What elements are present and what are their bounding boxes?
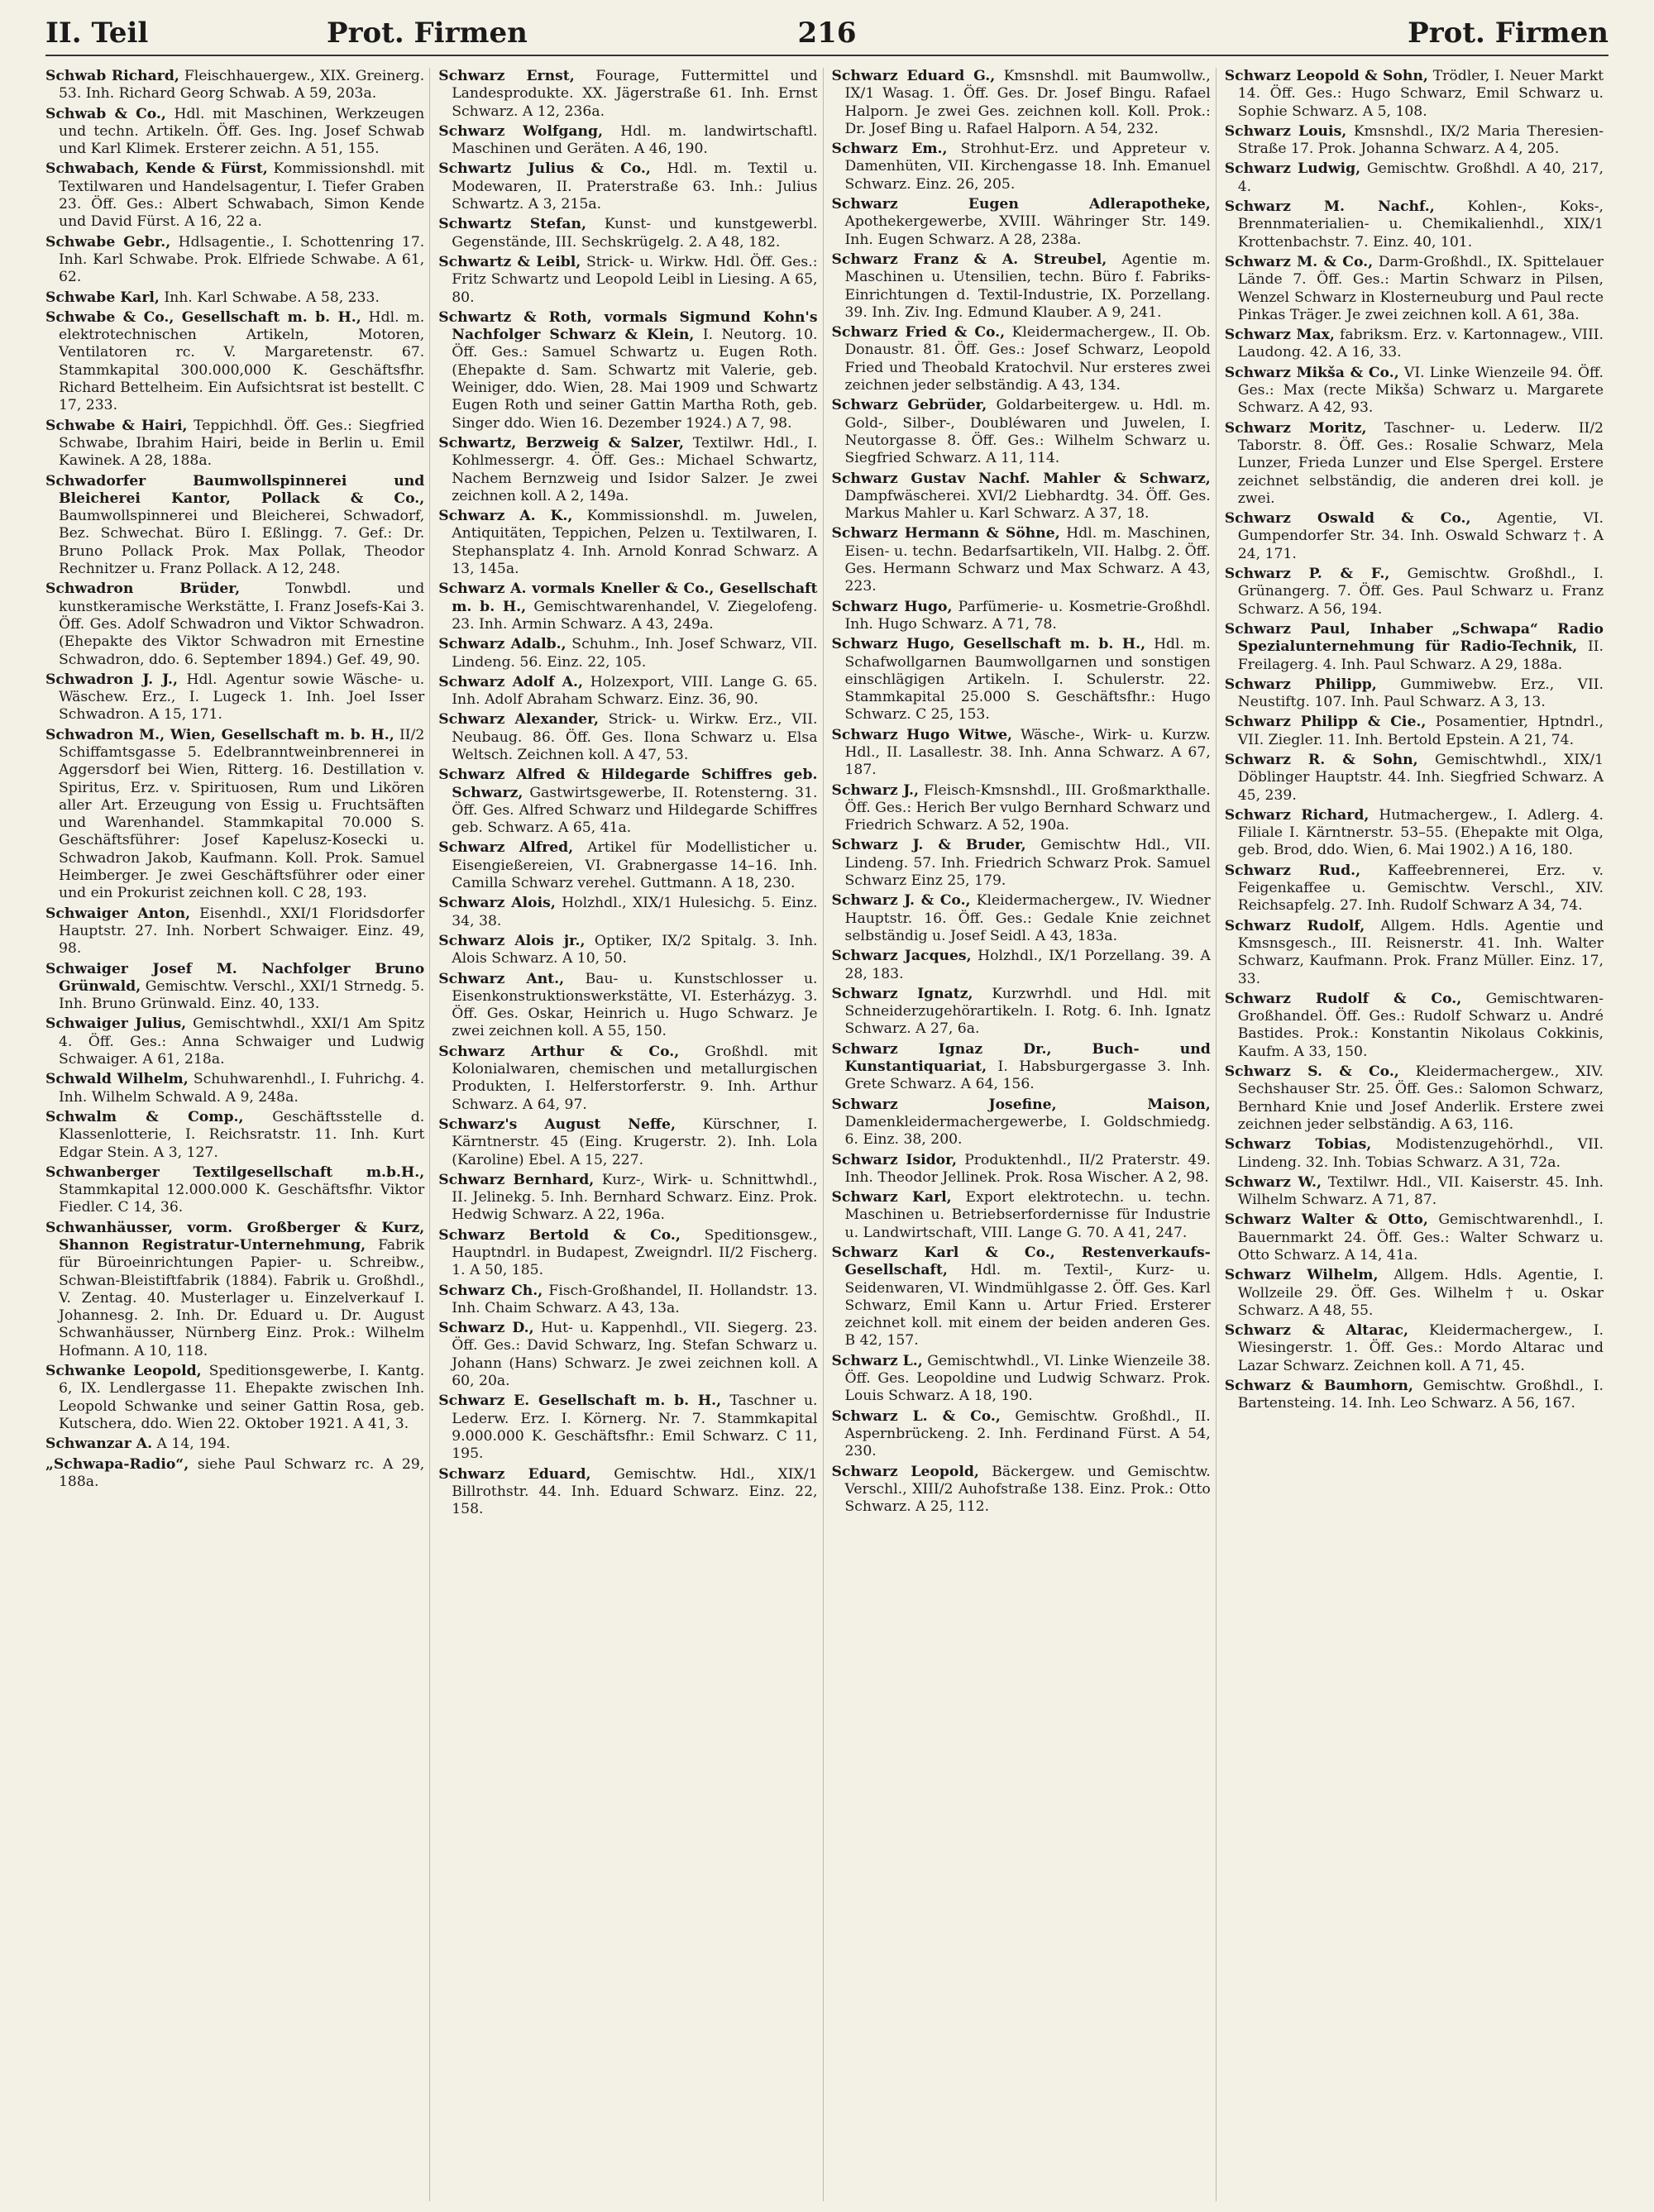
firm-name: Schwarz D.,	[438, 1320, 534, 1337]
firm-details: Export elektrotechn. u. techn. Maschinen u. Betriebserfordernisse für Industrie u. Landwirtschaft, VIII. Lange G. 70. A 41, 247.	[844, 1189, 1211, 1241]
firm-name: Schwarz R. & Sohn,	[1224, 751, 1418, 768]
firm-details: Taschner- u. Lederw. II/2 Taborstr. 8. Öff. Ges.: Rosalie Schwarz, Mela Lunzer, Frieda Lunzer und Else Spergel. Erstere zeichnet selbständig, die anderen drei koll. je zwei.	[1237, 419, 1604, 507]
firm-details: II. Freilagerg. 4. Inh. Paul Schwarz. A 29, 188a.	[1237, 638, 1604, 673]
firm-details: Trödler, I. Neuer Markt 14. Öff. Ges.: Hugo Schwarz, Emil Schwarz u. Sophie Schwarz. A 5, 108.	[1237, 68, 1604, 120]
firm-name: Schwartz Julius & Co.,	[438, 160, 651, 178]
firm-details: Hdl. m. Maschinen, Eisen- u. techn. Bedarfsartikeln, VII. Halbg. 2. Öff. Ges. Hermann Schwarz und Max Schwarz. A 43, 223.	[844, 525, 1211, 595]
directory-entry	[438, 674, 817, 709]
firm-details: A 14, 194.	[156, 1436, 231, 1453]
firm-details: Großhdl. mit Kolonialwaren, chemischen und metallurgischen Produkten, I. Helferstorferstr. 9. Inh. Arthur Schwarz. A 64, 97.	[452, 1043, 818, 1113]
firm-details: Parfümerie- u. Kosmetrie-Großhdl. Inh. Hugo Schwarz. A 71, 78.	[844, 598, 1211, 633]
firm-name: Schwarz Philipp,	[1224, 676, 1377, 693]
firm-details: Hdl. mit Maschinen, Werkzeugen und techn. Artikeln. Öff. Ges. Ing. Josef Schwab und Karl Klimek. Ersterer zeichn. A 51, 155.	[59, 105, 425, 158]
directory-entry	[438, 123, 817, 159]
directory-entry	[438, 767, 817, 837]
firm-name: Schwarz Louis,	[1224, 122, 1347, 140]
firm-details: siehe Paul Schwarz rc. A 29, 188a.	[59, 1455, 425, 1490]
firm-name: Schwarz Ignatz,	[831, 985, 973, 1002]
firm-name: Schwadron J. J.,	[45, 671, 178, 688]
firm-details: Strick- u. Wirkw. Hdl. Öff. Ges.: Fritz Schwartz und Leopold Leibl in Liesing. A 65, 80.	[452, 253, 818, 306]
firm-details: Schuhm., Inh. Josef Schwarz, VII. Lindeng. 56. Einz. 22, 105.	[452, 636, 818, 671]
firm-name: Schwartz & Leibl,	[438, 253, 581, 270]
firm-details: Agentie m. Maschinen u. Utensilien, techn. Büro f. Fabriks-Einrichtungen d. Textil-Industrie, IX. Porzellang. 39. Inh. Ziv. Ing. Edmund Klauber. A 9, 241.	[844, 251, 1211, 321]
directory-entry	[438, 1116, 817, 1169]
firm-details: Holzhdl., IX/1 Porzellang. 39. A 28, 183.	[844, 948, 1211, 982]
directory-entry	[45, 1436, 424, 1453]
column-4	[1225, 68, 1609, 2201]
firm-details: I. Habsburgergasse 3. Inh. Grete Schwarz. A 64, 156.	[844, 1058, 1211, 1093]
directory-entry	[1225, 365, 1604, 418]
firm-details: Bäckergew. und Gemischtw. Verschl., XIII/2 Auhofstraße 138. Einz. Prok.: Otto Schwarz. A 25, 112.	[844, 1463, 1211, 1516]
firm-details: Kommissionshdl. mit Textilwaren und Handelsagentur, I. Tiefer Graben 23. Öff. Ges.: Albert Schwabach, Simon Kende und David Fürst. A 16, 22 a.	[59, 160, 425, 231]
firm-name: Schwaiger Josef M. Nachfolger Bruno Grünwald,	[45, 960, 425, 995]
directory-entry	[45, 160, 424, 231]
firm-details: VI. Linke Wienzeile 94. Öff. Ges.: Max (recte Mikša) Schwarz u. Margarete Schwarz. A 42, 93.	[1237, 364, 1604, 417]
firm-name: Schwarz Josefine, Maison,	[831, 1096, 1211, 1113]
directory-entry	[438, 1227, 817, 1280]
firm-name: Schwarz's August Neffe,	[438, 1116, 676, 1133]
running-title-left: Prot. Firmen	[327, 17, 528, 50]
directory-entry	[1225, 1063, 1604, 1134]
directory-entry	[1225, 991, 1604, 1061]
firm-details: Gemischtw. Großhdl., I. Bartensteing. 14. Inh. Leo Schwarz. A 56, 167.	[1237, 1378, 1604, 1412]
firm-name: Schwarz Isidor,	[831, 1151, 957, 1168]
firm-name: Schwarz Arthur & Co.,	[438, 1043, 680, 1060]
firm-name: Schwarz Alfred & Hildegarde Schiffres geb. Schwarz,	[438, 767, 818, 801]
firm-details: Kohlen-, Koks-, Brennmaterialien- u. Chemikalienhdl., XIX/1 Krottenbachstr. 7. Einz. 40, 101.	[1237, 198, 1604, 251]
firm-name: Schwarz Alfred,	[438, 839, 574, 857]
firm-name: Schwabe & Co., Gesellschaft m. b. H.,	[45, 308, 361, 326]
firm-name: Schwarz Adolf A.,	[438, 673, 583, 690]
directory-entry	[45, 309, 424, 415]
firm-name: Schwadron Brüder,	[45, 580, 241, 598]
firm-details: Kaffeebrennerei, Erz. v. Feigenkaffee u. Gemischtw. Verschl., XIV. Reichsapfelg. 27. Inh. Rudolf Schwarz A 34, 74.	[1237, 862, 1604, 915]
directory-entry	[832, 837, 1211, 890]
firm-details: Kleidermachergew., II. Ob. Donaustr. 81. Öff. Ges.: Josef Schwarz, Leopold Fried und Theobald Kratochvil. Nur ersteres zwei zeichnen jeder selbständig. A 43, 134.	[844, 324, 1211, 394]
firm-details: Taschner u. Lederw. Erz. I. Körnerg. Nr. 7. Stammkapital 9.000.000 K. Geschäftsfhr.: Emil Schwarz. C 11, 195.	[452, 1393, 818, 1463]
firm-name: Schwald Wilhelm,	[45, 1071, 189, 1088]
firm-details: Hdl. m. elektrotechnischen Artikeln, Motoren, Ventilatoren rc. V. Margaretenstr. 67. Stammkapital 300.000,000 K. Geschäftsfhr. Richard Bettelheim. Ein Aufsichtsrat ist bestellt. C 17, 233.	[59, 308, 425, 414]
firm-details: Holzhdl., XIX/1 Hulesichg. 5. Einz. 34, 38.	[452, 895, 818, 929]
directory-entry	[438, 1393, 817, 1463]
directory-entry	[438, 1044, 817, 1114]
firm-name: Schwarz Wolfgang,	[438, 122, 604, 140]
firm-name: Schwarz S. & Co.,	[1224, 1063, 1399, 1081]
directory-entry	[45, 961, 424, 1014]
firm-name: Schwarz Jacques,	[831, 948, 972, 965]
firm-details: Produktenhdl., II/2 Praterstr. 49. Inh. Theodor Jellinek. Prok. Rosa Wischer. A 2, 98.	[844, 1151, 1211, 1186]
firm-details: Damenkleidermachergewerbe, I. Goldschmiedg. 6. Einz. 38, 200.	[844, 1113, 1211, 1149]
firm-details: Gemischtw. Großhdl., I. Grünangerg. 7. Öff. Ges. Paul Schwarz u. Franz Schwarz. A 56, 194.	[1237, 566, 1604, 618]
firm-details: Posamentier, Hptndrl., VII. Ziegler. 11. Inh. Bertold Epstein. A 21, 74.	[1237, 714, 1604, 748]
firm-name: Schwarz Rud.,	[1224, 862, 1361, 879]
firm-name: Schwarz J.,	[831, 781, 920, 799]
column-2	[438, 68, 823, 2201]
directory-entry	[1225, 566, 1604, 619]
directory-entry	[832, 986, 1211, 1039]
firm-details: Holzexport, VIII. Lange G. 65. Inh. Adolf Abraham Schwarz. Einz. 36, 90.	[452, 673, 818, 709]
directory-entry	[45, 727, 424, 903]
firm-name: Schwarz Alois,	[438, 895, 556, 912]
firm-name: Schwarz Hugo Witwe,	[831, 726, 1013, 743]
directory-entry	[1225, 807, 1604, 860]
firm-name: Schwarz Tobias,	[1224, 1136, 1372, 1154]
firm-details: Dampfwäscherei. XVI/2 Liebhardtg. 34. Öff. Ges. Markus Mahler u. Karl Schwarz. A 37, 18.	[844, 487, 1211, 523]
firm-name: Schwarz Gebrüder,	[831, 397, 987, 414]
directory-entry	[832, 1408, 1211, 1461]
directory-entry	[1225, 862, 1604, 915]
firm-details: II/2 Schiffamtsgasse 5. Edelbranntweinbrennerei in Aggersdorf bei Wien, Ritterg. 16. Destillation v. Spiritus, Erz. v. Spirituosen, Rum und Likören aller Art. Erzeugung von Essig u. Fruchtsäften und Warenhandel. Stammkapital 70.000 S. Geschäftsführer: Josef Kapelusz-Kosecki u. Schwadron Jakob, Kaufmann. Koll. Prok. Samuel Heimberger. Je zwei Geschäftsführer oder einer und ein Prokurist zeichnen koll. C 28, 193.	[59, 726, 425, 902]
firm-details: Eisenhdl., XXI/1 Floridsdorfer Hauptstr. 27. Inh. Norbert Schwaiger. Einz. 49, 98.	[59, 905, 425, 958]
firm-name: Schwarz L. & Co.,	[831, 1407, 1001, 1425]
firm-details: Darm-Großhdl., IX. Spittelauer Lände 7. Öff. Ges.: Martin Schwarz in Pilsen, Wenzel Schwarz in Klosterneuburg und Paul recte Pinkas Träger. Je zwei zeichnen koll. A 61, 38a.	[1237, 253, 1604, 323]
firm-details: Stammkapital 12.000.000 K. Geschäftsfhr. Viktor Fiedler. C 14, 36.	[59, 1182, 425, 1216]
firm-details: Inh. Karl Schwabe. A 58, 233.	[164, 289, 380, 306]
directory-entry	[1225, 1267, 1604, 1320]
directory-entry	[832, 1353, 1211, 1406]
directory-entry	[438, 580, 817, 633]
firm-name: Schwarz Ernst,	[438, 68, 575, 84]
firm-name: Schwarz L.,	[831, 1352, 923, 1369]
directory-entry	[45, 1071, 424, 1106]
firm-details: Tonwbdl. und kunstkeramische Werkstätte, I. Franz Josefs-Kai 3. Öff. Ges. Adolf Schwadron und Viktor Schwadron. (Ehepakte des Viktor Schwadron mit Ernestine Schwadron, ddo. 6. September 1894.) Gef. 49, 90.	[59, 580, 425, 668]
directory-entry	[45, 1456, 424, 1492]
directory-entry	[438, 435, 817, 505]
directory-entry	[438, 895, 817, 930]
firm-details: Gemischtw. Großhdl., II. Aspernbrückeng. 2. Inh. Ferdinand Fürst. A 54, 230.	[844, 1407, 1211, 1460]
firm-details: Gemischtwhdl., XIX/1 Döblinger Hauptstr. 44. Inh. Siegfried Schwarz. A 45, 239.	[1237, 751, 1604, 804]
directory-entry	[832, 471, 1211, 523]
directory-entry	[832, 324, 1211, 394]
firm-name: Schwarz Ludwig,	[1224, 160, 1361, 178]
column-1	[45, 68, 430, 2201]
firm-name: Schwarz Karl,	[831, 1189, 952, 1206]
firm-name: Schwarz Eduard,	[438, 1465, 591, 1483]
firm-name: Schwarz Adalb.,	[438, 636, 566, 653]
firm-name: Schwarz J. & Co.,	[831, 892, 971, 910]
firm-details: Kurz-, Wirk- u. Schnittwhdl., II. Jelinekg. 5. Inh. Bernhard Schwarz. Einz. Prok. Hedwig Schwarz. A 22, 196a.	[452, 1171, 818, 1224]
firm-details: Kurzwrhdl. und Hdl. mit Schneiderzugehörartikeln. I. Rotg. 6. Inh. Ignatz Schwarz. A 27, 6a.	[844, 985, 1211, 1038]
firm-details: Hdl. m. landwirtschaftl. Maschinen und Geräten. A 46, 190.	[452, 122, 818, 158]
firm-details: Textilwr. Hdl., I. Kohlmessergr. 4. Öff. Ges.: Michael Schwartz, Nachem Bernzweig und Isidor Salzer. Je zwei zeichnen koll. A 2, 149a.	[452, 434, 818, 504]
firm-details: Gemischtwhdl., VI. Linke Wienzeile 38. Öff. Ges. Leopoldine und Ludwig Schwarz. Prok. Louis Schwarz. A 18, 190.	[844, 1352, 1211, 1405]
firm-details: Fisch-Großhandel, II. Hollandstr. 13. Inh. Chaim Schwarz. A 43, 13a.	[452, 1282, 818, 1316]
directory-entry	[438, 68, 817, 121]
firm-name: Schwarz Rudolf & Co.,	[1224, 990, 1462, 1007]
firm-details: Wäsche-, Wirk- u. Kurzw. Hdl., II. Lasallestr. 38. Inh. Anna Schwarz. A 67, 187.	[844, 726, 1211, 779]
directory-entry	[438, 1283, 817, 1318]
directory-entry	[45, 289, 424, 307]
directory-entry	[45, 418, 424, 471]
firm-details: Speditionsgew., Hauptndrl. in Budapest, Zweigndrl. II/2 Fischerg. 1. A 50, 185.	[452, 1226, 818, 1279]
directory-entry	[832, 397, 1211, 467]
firm-name: Schwab Richard,	[45, 68, 179, 84]
directory-entry	[832, 68, 1211, 138]
firm-details: Gemischtwarenhandel, V. Ziegelofeng. 23. Inh. Armin Schwarz. A 43, 249a.	[452, 598, 818, 633]
firm-name: Schwarz & Altarac,	[1224, 1322, 1408, 1340]
firm-name: Schwarz Karl & Co., Restenverkaufs-Gesellschaft,	[831, 1245, 1211, 1279]
firm-details: Gemischtw Hdl., VII. Lindeng. 57. Inh. Friedrich Schwarz Prok. Samuel Schwarz Einz 25, 179.	[844, 837, 1211, 890]
firm-details: Apothekergewerbe, XVIII. Währinger Str. 149. Inh. Eugen Schwarz. A 28, 238a.	[844, 213, 1211, 248]
directory-entry	[832, 1189, 1211, 1242]
firm-name: Schwarz Walter & Otto,	[1224, 1211, 1428, 1229]
entry-columns	[45, 68, 1609, 2201]
firm-name: Schwarz W.,	[1224, 1173, 1322, 1191]
directory-entry	[832, 948, 1211, 983]
firm-details: Gemischtw. Verschl., XXI/1 Strnedg. 5. Inh. Bruno Grünwald. Einz. 40, 133.	[59, 977, 425, 1013]
firm-details: Optiker, IX/2 Spitalg. 3. Inh. Alois Schwarz. A 10, 50.	[452, 932, 818, 967]
directory-entry	[45, 905, 424, 958]
firm-name: Schwarz Hugo,	[831, 598, 953, 615]
firm-name: Schwarz Franz & A. Streubel,	[831, 251, 1107, 268]
firm-name: Schwartz Stefan,	[438, 216, 587, 233]
firm-name: Schwartz, Berzweig & Salzer,	[438, 434, 684, 451]
directory-entry	[832, 727, 1211, 780]
firm-name: Schwabe Gebr.,	[45, 233, 171, 251]
firm-details: Kmsnshdl., IX/2 Maria Theresien-Straße 17. Prok. Johanna Schwarz. A 4, 205.	[1237, 122, 1604, 158]
firm-name: Schwadron M., Wien, Gesellschaft m. b. H.,	[45, 726, 394, 743]
directory-entry	[1225, 198, 1604, 251]
directory-entry	[832, 636, 1211, 724]
firm-details: Gemischtwaren-Großhandel. Öff. Ges.: Rudolf Schwarz u. André Bastides. Prok.: Konstantin Nikolaus Cokkinis, Kaufm. A 33, 150.	[1237, 990, 1604, 1060]
running-title-right: Prot. Firmen	[1408, 17, 1609, 50]
directory-entry	[438, 309, 817, 432]
directory-entry	[832, 1464, 1211, 1517]
directory-entry	[1225, 254, 1604, 324]
firm-name: Schwarz Fried & Co.,	[831, 324, 1006, 342]
page-header	[45, 12, 1609, 56]
directory-entry	[438, 933, 817, 968]
directory-entry	[45, 671, 424, 724]
firm-details: Goldarbeitergew. u. Hdl. m. Gold-, Silber-, Doubléwaren und Juwelen, I. Neutorgasse 8. Öff. Ges.: Wilhelm Schwarz u. Siegfried Schwarz. A 11, 114.	[844, 397, 1211, 467]
firm-details: Baumwollspinnerei und Bleicherei, Schwadorf, Bez. Schwechat. Büro I. Eßlingg. 7. Gef.: Dr. Bruno Pollack Prok. Max Pollak, Theodor Rechnitzer u. Franz Pollack. A 12, 248.	[59, 508, 425, 578]
firm-details: Teppichhdl. Öff. Ges.: Siegfried Schwabe, Ibrahim Hairi, beide in Berlin u. Emil Kawinek. A 28, 188a.	[59, 417, 425, 470]
directory-entry	[45, 234, 424, 287]
firm-details: Artikel für Modellisticher u. Eisengießereien, VI. Grabnergasse 14–16. Inh. Camilla Schwarz verehel. Guttmann. A 18, 230.	[452, 839, 818, 892]
firm-details: Modistenzugehörhdl., VII. Lindeng. 32. Inh. Tobias Schwarz. A 31, 72a.	[1237, 1136, 1604, 1171]
directory-entry	[438, 1172, 817, 1225]
page-number: 216	[797, 17, 857, 50]
firm-details: Kleidermachergew., I. Wiesingerstr. 1. Öff. Ges.: Mordo Altarac und Lazar Schwarz. Zeichnen koll. A 71, 45.	[1237, 1322, 1604, 1374]
part-label: II. Teil	[45, 17, 149, 50]
firm-details: Gemischtwarenhdl., I. Bauernmarkt 24. Öff. Ges.: Walter Schwarz u. Otto Schwarz. A 14, 41a.	[1237, 1211, 1604, 1264]
firm-details: Kleidermachergew., IV. Wiedner Hauptstr. 16. Öff. Ges.: Gedale Knie zeichnet selbständig u. Josef Seidl. A 43, 183a.	[844, 892, 1211, 944]
directory-entry	[1225, 918, 1604, 988]
directory-entry	[1225, 68, 1604, 121]
firm-details: Fleischhauergew., XIX. Greinerg. 53. Inh. Richard Georg Schwab. A 59, 203a.	[59, 68, 425, 103]
firm-details: Kommissionshdl. m. Juwelen, Antiquitäten, Teppichen, Pelzen u. Textilwaren, I. Stephansplatz 4. Inh. Arnold Konrad Schwarz. A 13, 145a.	[452, 508, 818, 578]
firm-details: Strohhut-Erz. und Appreteur v. Damenhüten, VII. Kirchengasse 18. Inh. Emanuel Schwarz. Einz. 26, 205.	[844, 141, 1211, 193]
firm-name: Schwarz P. & F.,	[1224, 566, 1390, 583]
firm-name: Schwarz Paul, Inhaber „Schwapa“ Radio Spezialunternehmung für Radio-Technik,	[1224, 620, 1604, 656]
directory-entry	[438, 216, 817, 251]
directory-entry	[1225, 510, 1604, 563]
directory-entry	[438, 1320, 817, 1390]
firm-details: Bau- u. Kunstschlosser u. Eisenkonstruktionswerkstätte, VI. Esterházyg. 3. Öff. Ges. Oskar, Heinrich u. Hugo Schwarz. Je zwei zeichnen koll. A 55, 150.	[452, 970, 818, 1040]
directory-entry	[1225, 714, 1604, 749]
firm-name: Schwarz Mikša & Co.,	[1224, 364, 1399, 381]
firm-name: Schwarz Rudolf,	[1224, 917, 1365, 934]
firm-details: Hdlsagentie., I. Schottenring 17. Inh. Karl Schwabe. Prok. Elfriede Schwabe. A 61, 62.	[59, 233, 425, 286]
directory-entry	[1225, 1211, 1604, 1264]
firm-name: Schwabe & Hairi,	[45, 417, 188, 434]
firm-details: Kunst- und kunstgewerbl. Gegenstände, III. Sechskrügelg. 2. A 48, 182.	[452, 216, 818, 251]
firm-name: Schwanke Leopold,	[45, 1363, 202, 1380]
firm-details: Kleidermachergew., XIV. Sechshauser Str. 25. Öff. Ges.: Salomon Schwarz, Bernhard Knie und Josef Anderlik. Erstere zwei zeichnen jeder selbständig. A 63, 116.	[1237, 1063, 1604, 1133]
firm-name: „Schwapa-Radio“,	[45, 1455, 189, 1473]
directory-entry	[438, 508, 817, 578]
firm-details: Gemischtwhdl., XXI/1 Am Spitz 4. Öff. Ges.: Anna Schwaiger und Ludwig Schwaiger. A 61, 218a.	[59, 1015, 425, 1068]
firm-name: Schwarz Alexander,	[438, 711, 599, 729]
firm-details: Gemischtw. Hdl., XIX/1 Billrothstr. 44. Inh. Eduard Schwarz. Einz. 22, 158.	[452, 1465, 818, 1518]
firm-details: Hut- u. Kappenhdl., VII. Siegerg. 23. Öff. Ges.: David Schwarz, Ing. Stefan Schwarz u. Johann (Hans) Schwarz. Je zwei zeichnen koll. A 60, 20a.	[452, 1320, 818, 1390]
firm-details: Hdl. Agentur sowie Wäsche- u. Wäschew. Erz., I. Lugeck 1. Inh. Joel Isser Schwadron. A 15, 171.	[59, 671, 425, 724]
directory-entry	[45, 68, 424, 103]
directory-entry	[45, 1015, 424, 1068]
firm-name: Schwarz & Baumhorn,	[1224, 1378, 1413, 1395]
firm-name: Schwarz M. & Co.,	[1224, 253, 1374, 270]
directory-entry	[438, 254, 817, 307]
firm-details: Gemischtw. Großhdl. A 40, 217, 4.	[1237, 160, 1604, 195]
directory-entry	[438, 711, 817, 764]
directory-entry	[1225, 420, 1604, 508]
directory-entry	[1225, 621, 1604, 674]
directory-entry	[832, 1041, 1211, 1094]
directory-entry	[1225, 327, 1604, 362]
directory-entry	[438, 1466, 817, 1519]
firm-name: Schwarz Moritz,	[1224, 419, 1367, 437]
firm-name: Schwarz Oswald & Co.,	[1224, 510, 1471, 528]
firm-name: Schwaiger Julius,	[45, 1015, 187, 1033]
firm-name: Schwarz Richard,	[1224, 806, 1370, 824]
firm-details: Hdl. m. Textil u. Modewaren, II. Praterstraße 63. Inh.: Julius Schwartz. A 3, 215a.	[452, 160, 818, 213]
firm-details: Gastwirtsgewerbe, II. Rotensterng. 31. Öff. Ges. Alfred Schwarz und Hildegarde Schiffres geb. Schwarz. A 65, 41a.	[452, 784, 818, 837]
firm-name: Schwarz Bernhard,	[438, 1171, 595, 1188]
firm-name: Schwarz Alois jr.,	[438, 932, 586, 949]
firm-details: Hdl. m. Schafwollgarnen Baumwollgarnen und sonstigen einschlägigen Artikeln. I. Schulerstr. 22. Stammkapital 25.000 S. Geschäftsfhr.: Hugo Schwarz. C 25, 153.	[844, 636, 1211, 724]
firm-details: Gummiwebw. Erz., VII. Neustiftg. 107. Inh. Paul Schwarz. A 3, 13.	[1237, 676, 1604, 711]
directory-entry	[45, 1363, 424, 1433]
directory-entry	[1225, 1136, 1604, 1172]
firm-name: Schwaiger Anton,	[45, 905, 191, 922]
firm-name: Schwanzar A.	[45, 1436, 153, 1453]
firm-name: Schwarz Gustav Nachf. Mahler & Schwarz,	[831, 470, 1211, 487]
firm-details: Speditionsgewerbe, I. Kantg. 6, IX. Lendlergasse 11. Ehepakte zwischen Inh. Leopold Schwanke und seiner Gattin Rosa, geb. Kutschera, ddo. Wien 22. Oktober 1921. A 41, 3.	[59, 1363, 425, 1432]
firm-details: Fourage, Futtermittel und Landesprodukte. XX. Jägerstraße 61. Inh. Ernst Schwarz. A 12, 236a.	[452, 68, 818, 120]
directory-entry	[832, 892, 1211, 945]
firm-name: Schwalm & Comp.,	[45, 1108, 244, 1125]
firm-details: Kmsnshdl. mit Baumwollw., IX/1 Wasag. 1. Öff. Ges. Dr. Josef Bingu. Rafael Halporn. Je zwei Ges. zeichnen koll. Koll. Prok.: Dr. Josef Bing u. Rafael Halporn. A 54, 232.	[844, 68, 1211, 137]
directory-entry	[1225, 1322, 1604, 1375]
firm-name: Schwarz Eugen Adlerapotheke,	[831, 196, 1211, 213]
firm-details: Allgem. Hdls. Agentie, I. Wollzeile 29. Öff. Ges. Wilhelm † u. Oskar Schwarz. A 48, 55.	[1237, 1267, 1604, 1319]
directory-entry	[1225, 676, 1604, 712]
firm-name: Schwarz Em.,	[831, 141, 948, 158]
directory-entry	[438, 839, 817, 892]
directory-entry	[832, 1152, 1211, 1187]
firm-name: Schwarz Philipp & Cie.,	[1224, 714, 1427, 731]
directory-entry	[832, 599, 1211, 634]
firm-name: Schwabe Karl,	[45, 289, 160, 306]
firm-name: Schwarz M. Nachf.,	[1224, 198, 1435, 216]
column-3	[832, 68, 1217, 2201]
directory-entry	[438, 160, 817, 213]
directory-entry	[832, 141, 1211, 193]
directory-entry	[1225, 752, 1604, 805]
directory-entry	[832, 251, 1211, 322]
directory-entry	[1225, 1174, 1604, 1210]
directory-entry	[45, 106, 424, 159]
firm-name: Schwarz Ant.,	[438, 970, 565, 987]
firm-name: Schwarz Hugo, Gesellschaft m. b. H.,	[831, 636, 1146, 653]
firm-details: Fleisch-Kmsnshdl., III. Großmarkthalle. Öff. Ges.: Herich Ber vulgo Bernhard Schwarz und Friedrich Schwarz. A 52, 190a.	[844, 781, 1211, 834]
firm-name: Schwanhäusser, vorm. Großberger & Kurz, Shannon Registratur-Unternehmung,	[45, 1219, 425, 1254]
directory-entry	[438, 971, 817, 1041]
firm-name: Schwarz Wilhelm,	[1224, 1267, 1379, 1284]
directory-entry	[438, 636, 817, 671]
directory-entry	[832, 1096, 1211, 1149]
firm-name: Schwarz Ignaz Dr., Buch- und Kunstantiquariat,	[831, 1040, 1211, 1076]
firm-name: Schwabach, Kende & Fürst,	[45, 160, 268, 178]
firm-name: Schwadorfer Baumwollspinnerei und Bleicherei Kantor, Pollack & Co.,	[45, 472, 425, 507]
directory-entry	[1225, 123, 1604, 159]
firm-details: Kürschner, I. Kärntnerstr. 45 (Eing. Krugerstr. 2). Inh. Lola (Karoline) Ebel. A 15, 227.	[452, 1116, 818, 1168]
firm-details: Textilwr. Hdl., VII. Kaiserstr. 45. Inh. Wilhelm Schwarz. A 71, 87.	[1237, 1173, 1604, 1209]
directory-entry	[1225, 1378, 1604, 1413]
firm-details: Agentie, VI. Gumpendorfer Str. 34. Inh. Oswald Schwarz †. A 24, 171.	[1237, 510, 1604, 562]
directory-entry	[45, 580, 424, 668]
firm-details: Schuhwarenhdl., I. Fuhrichg. 4. Inh. Wilhelm Schwald. A 9, 248a.	[59, 1071, 425, 1106]
directory-entry	[832, 1245, 1211, 1350]
firm-details: fabriksm. Erz. v. Kartonnagew., VIII. Laudong. 42. A 16, 33.	[1237, 327, 1604, 361]
firm-name: Schwarz Ch.,	[438, 1282, 543, 1299]
firm-name: Schwartz & Roth, vormals Sigmund Kohn's Nachfolger Schwarz & Klein,	[438, 308, 818, 344]
directory-entry	[45, 1220, 424, 1360]
directory-entry	[832, 782, 1211, 835]
firm-name: Schwarz Leopold,	[831, 1463, 979, 1480]
firm-name: Schwanberger Textilgesellschaft m.b.H.,	[45, 1163, 425, 1181]
firm-name: Schwarz Leopold & Sohn,	[1224, 68, 1428, 84]
firm-details: I. Neutorg. 10. Öff. Ges.: Samuel Schwartz u. Eugen Roth. (Ehepakte d. Sam. Schwartz mit Valerie, geb. Weiniger, ddo. Wien, 28. Mai 1909 und Schwartz Eugen Roth und seiner Gattin Martha Roth, geb. Singer ddo. Wien 16. Dezember 1924.) A 7, 98.	[452, 327, 818, 432]
firm-details: Allgem. Hdls. Agentie und Kmsnsgesch., III. Reisnerstr. 41. Inh. Walter Schwarz, Kaufmann. Prok. Franz Müller. Einz. 17, 33.	[1237, 917, 1604, 987]
firm-details: Hdl. m. Textil-, Kurz- u. Seidenwaren, VI. Windmühlgasse 2. Öff. Ges. Karl Schwarz, Emil Kann u. Artur Fried. Ersterer zeichnet koll. mit einem der beiden anderen Ges. B 42, 157.	[844, 1262, 1211, 1350]
firm-name: Schwarz Hermann & Söhne,	[831, 525, 1060, 542]
firm-name: Schwarz Max,	[1224, 327, 1335, 344]
firm-name: Schwarz Bertold & Co.,	[438, 1226, 681, 1244]
firm-name: Schwab & Co.,	[45, 105, 166, 122]
firm-name: Schwarz E. Gesellschaft m. b. H.,	[438, 1393, 722, 1410]
firm-name: Schwarz A. vormals Kneller & Co., Gesellschaft m. b. H.,	[438, 580, 818, 615]
firm-details: Fabrik für Büroeinrichtungen Papier- u. Schreibw., Schwan-Bleistiftfabrik (1884). Fabrik u. Großhdl., V. Zentag. 40. Musterlager u. Einzelverkauf I. Johannesg. 2. Inh. Dr. Eduard u. Dr. August Schwanhäusser, Nürnberg Einz. Prok.: Wilhelm Hofmann. A 10, 118.	[59, 1237, 425, 1359]
firm-details: Strick- u. Wirkw. Erz., VII. Neubaug. 86. Öff. Ges. Ilona Schwarz u. Elsa Weltsch. Zeichnen koll. A 47, 53.	[452, 711, 818, 763]
firm-name: Schwarz Eduard G.,	[831, 68, 996, 84]
firm-name: Schwarz A. K.,	[438, 508, 573, 525]
directory-entry	[1225, 160, 1604, 196]
firm-details: Hutmachergew., I. Adlerg. 4. Filiale I. Kärntnerstr. 53–55. (Ehepakte mit Olga, geb. Brod, ddo. Wien, 6. Mai 1902.) A 16, 180.	[1237, 806, 1604, 859]
directory-entry	[45, 473, 424, 579]
directory-entry	[45, 1109, 424, 1162]
firm-details: Geschäftsstelle d. Klassenlotterie, I. Reichsratstr. 11. Inh. Kurt Edgar Stein. A 3, 127.	[59, 1108, 425, 1161]
directory-entry	[832, 525, 1211, 595]
firm-name: Schwarz J. & Bruder,	[831, 837, 1026, 854]
directory-entry	[45, 1164, 424, 1217]
directory-entry	[832, 196, 1211, 249]
